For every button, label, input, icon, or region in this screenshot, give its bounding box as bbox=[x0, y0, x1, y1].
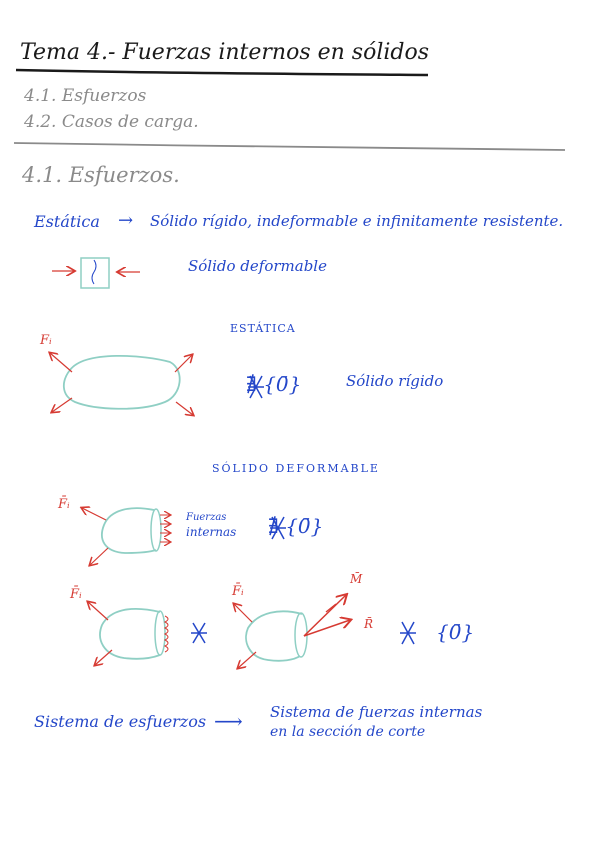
section-heading: 4.1. Esfuerzos. bbox=[22, 163, 180, 187]
force-label-fi: Fᵢ bbox=[40, 333, 52, 348]
statics-label: Estática bbox=[34, 212, 100, 231]
force-label-fi-2: F̄ᵢ bbox=[58, 497, 70, 512]
equilibrium-statement-2: ∄ {0̄} bbox=[268, 514, 324, 538]
estatica-caption: ESTÁTICA bbox=[230, 322, 296, 335]
right-cut-body-figure bbox=[234, 595, 350, 668]
internal-forces-line2: internas bbox=[186, 525, 237, 539]
internal-forces-line1: Fuerzas bbox=[186, 512, 227, 523]
rigid-solid-label: Sólido rígido bbox=[346, 372, 444, 390]
title-underline bbox=[16, 70, 428, 75]
definition-term: Sistema de esfuerzos bbox=[34, 712, 207, 731]
force-label-fi-3: F̄ᵢ bbox=[70, 587, 82, 602]
definition-line-1: Sistema de fuerzas internas bbox=[270, 703, 483, 721]
equilibrium-statement: ∄ {0̄} bbox=[246, 372, 302, 396]
moment-label: M̄ bbox=[350, 572, 363, 586]
left-cut-body-figure bbox=[88, 602, 168, 665]
toc-item-1: 4.1. Esfuerzos bbox=[24, 86, 147, 106]
statics-definition: Sólido rígido, indeformable e infinitamente resistente. bbox=[150, 212, 564, 230]
deformable-icon bbox=[52, 258, 140, 288]
equilibrium-statement-3: {0̄} bbox=[436, 620, 475, 644]
section-divider bbox=[14, 143, 565, 150]
page-title: Tema 4.- Fuerzas internos en sólidos bbox=[20, 40, 430, 65]
nonequilibrium-marks bbox=[191, 376, 416, 644]
statics-arrow: → bbox=[118, 210, 134, 231]
force-label-fi-4: F̄ᵢ bbox=[232, 584, 244, 599]
resultant-label: R̄ bbox=[364, 617, 374, 631]
definition-arrow: ⟶ bbox=[214, 709, 243, 733]
definition-line-2: en la sección de corte bbox=[270, 724, 426, 740]
cut-body-figure bbox=[82, 508, 170, 565]
deformable-note: Sólido deformable bbox=[188, 257, 327, 275]
toc-item-2: 4.2. Casos de carga. bbox=[24, 112, 199, 132]
deformable-caption: SÓLIDO DEFORMABLE bbox=[212, 462, 380, 475]
rigid-body-figure bbox=[50, 353, 193, 415]
